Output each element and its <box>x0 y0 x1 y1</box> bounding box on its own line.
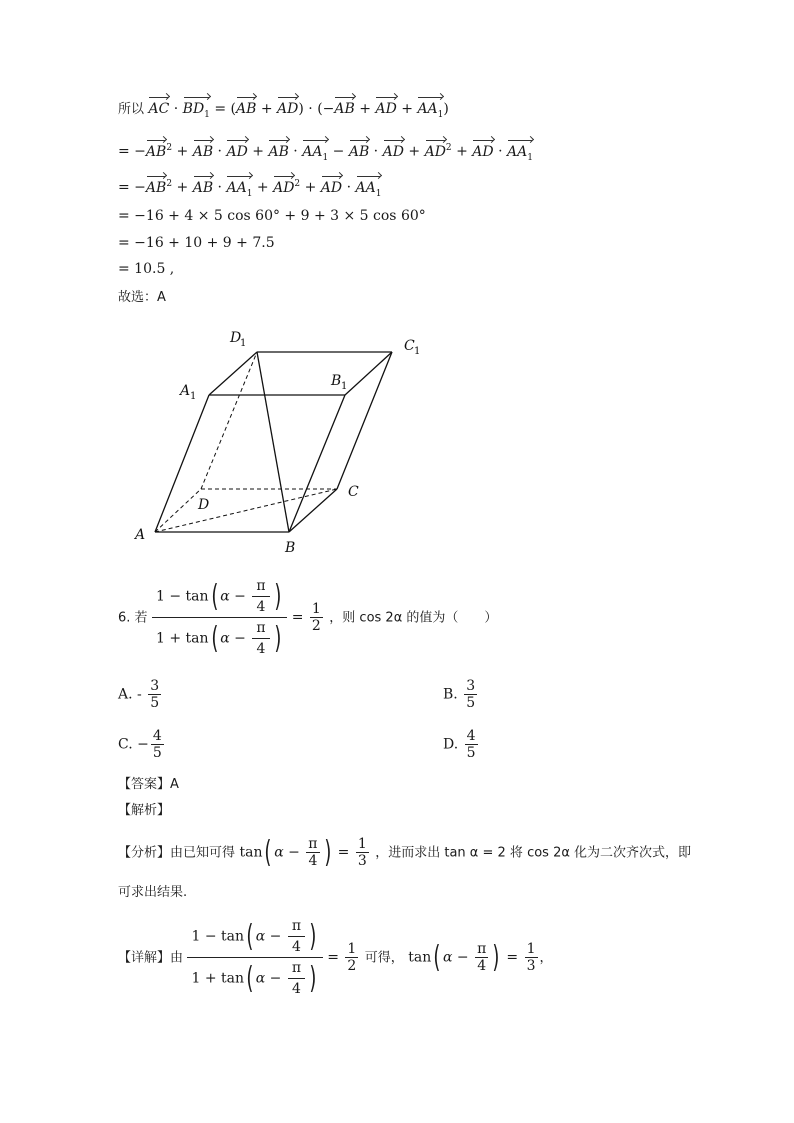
svg-text:1: 1 <box>341 381 348 392</box>
question-tail: ，则 cos 2α 的值为（ ） <box>329 610 498 626</box>
label-b: B <box>285 540 296 556</box>
fenxi-line-2: 可求出结果. <box>118 885 188 900</box>
label-c: C <box>348 484 359 500</box>
parallelepiped-figure <box>130 322 430 562</box>
label-a1: A <box>180 383 191 399</box>
so-label: 所以 <box>118 102 145 117</box>
label-a: A <box>135 527 146 543</box>
edge-b1c1 <box>345 352 392 395</box>
fenxi-line: 【分析】由已知可得 tan( α − $\frac{\pi}{4}$ ) = $\frac{1}{3}$ ，进而求出 tan α = 2 将 cos 2α 化为二次齐次式，即 <box>118 834 692 870</box>
choice-label: 故选：A <box>118 290 166 305</box>
derivation-line-3: = $-AB^2$ + AB · $AA_1 + AD^2$ + AD · $AA_1$ <box>118 175 381 202</box>
hidden-diagonal-ac <box>155 489 337 532</box>
vec-ac: AC <box>148 101 170 117</box>
fenxi-middle: ，进而求出 tan α = 2 将 cos 2α 化为二次齐次式，即 <box>375 845 692 861</box>
edge-bc <box>289 489 337 532</box>
xiangjie-middle: 可得， <box>364 950 404 966</box>
derivation-line-5: = −16 + 10 + 9 + 7.5 <box>118 235 275 251</box>
question-fraction: 1 − tan( α − $\frac{\pi}{4}$ ) 1 + tan( α − $\frac{\pi}{4}$ ) <box>152 578 287 657</box>
svg-text:1: 1 <box>414 346 421 357</box>
label-d: D <box>198 497 210 513</box>
derivation-line-4: = −16 + 4 × 5 cos 60° + 9 + 3 × 5 cos 60° <box>118 208 426 224</box>
hidden-edge-ad <box>155 489 201 532</box>
question-6: 6. 若 1 − tan( α − $\frac{\pi}{4}$ ) 1 + tan( α − $\frac{\pi}{4}$ ) = $\frac{1}{2}$ ，则 cos 2α 的值为（ ） <box>118 578 498 657</box>
answer-label: 【答案】A <box>118 777 179 792</box>
edge-a1d1 <box>209 352 257 395</box>
hidden-edge-dd1 <box>201 352 257 489</box>
segment-d1b <box>257 352 289 532</box>
vec-bd1: $BD_1$ <box>183 100 210 124</box>
svg-text:1: 1 <box>240 338 247 349</box>
xiangjie-prefix: 【详解】由 <box>118 950 184 966</box>
label-b1: B <box>331 373 342 389</box>
svg-text:1: 1 <box>190 391 197 402</box>
derivation-line-6: = 10.5 , <box>118 261 175 277</box>
fenxi-prefix: 【分析】由已知可得 <box>118 845 236 861</box>
option-d[interactable]: D. $\frac{4}{5}$ <box>443 728 476 761</box>
label-d1: D <box>230 330 242 346</box>
edge-bb1 <box>289 395 345 532</box>
option-b[interactable]: B. $\frac{3}{5}$ <box>443 678 476 711</box>
derivation-line-2: = $-AB^2$ + AB · AD + AB · $AA_1$ − AB · AD + $AD^2$ + AD · $AA_1$ <box>118 139 533 166</box>
xiangjie-line: 【详解】由 1 − tan( α − $\frac{\pi}{4}$ ) 1 + tan( α − $\frac{\pi}{4}$ ) = $\frac{1}{2}$ 可得， tan( α − $\frac{\pi}{4}$ ) = $\frac{1}{3}$ ， <box>118 918 553 997</box>
derivation-line-1: 所以 AC · $BD_1 = (AB + AD) \cdot (-AB$ + AD + $AA_1$) <box>118 100 449 124</box>
label-c1: C <box>404 338 415 354</box>
xiangjie-fraction: 1 − tan( α − $\frac{\pi}{4}$ ) 1 + tan( α − $\frac{\pi}{4}$ ) <box>187 918 322 997</box>
question-number: 6. 若 <box>118 610 148 626</box>
edge-cc1 <box>337 352 392 489</box>
option-a[interactable]: A. - $\frac{3}{5}$ <box>118 678 160 711</box>
analysis-label: 【解析】 <box>118 803 171 818</box>
option-c[interactable]: C. − $\frac{4}{5}$ <box>118 728 162 761</box>
